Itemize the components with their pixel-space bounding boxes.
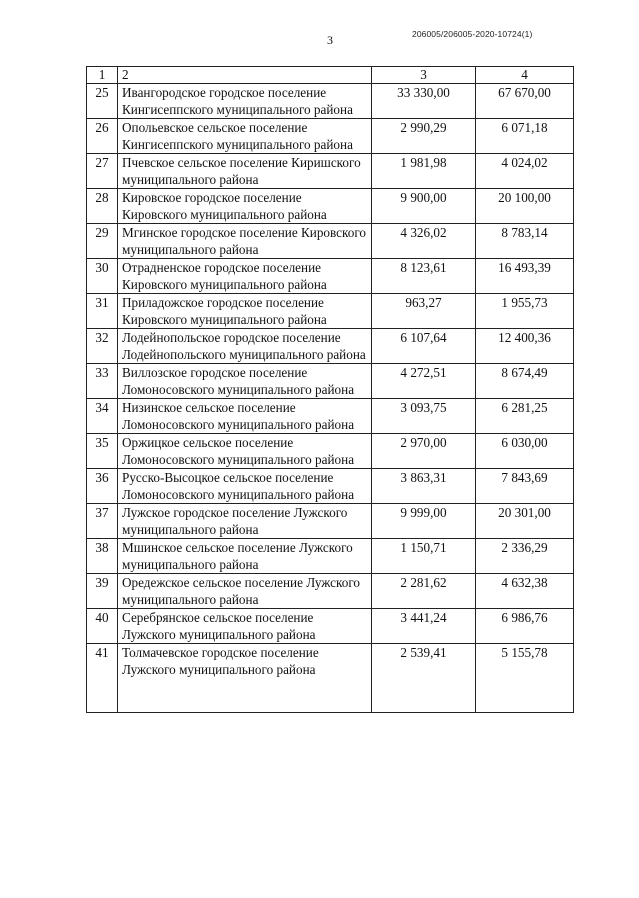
table-row xyxy=(87,154,574,189)
table-row xyxy=(87,329,574,364)
value-col4: 20 100,00 xyxy=(476,189,574,224)
row-number: 38 xyxy=(87,539,118,574)
value-col3: 6 107,64 xyxy=(372,329,476,364)
settlement-name: Оредежское сельское поселение Лужского муниципального района xyxy=(118,574,372,609)
value-col3: 2 970,00 xyxy=(372,434,476,469)
settlement-name: Приладожское городское поселение Кировского муниципального района xyxy=(118,294,372,329)
settlement-name: Виллозское городское поселение Ломоносовского муниципального района xyxy=(118,364,372,399)
settlement-name: Лужское городское поселение Лужского муниципального района xyxy=(118,504,372,539)
value-col3: 2 281,62 xyxy=(372,574,476,609)
row-number: 34 xyxy=(87,399,118,434)
table-row xyxy=(87,539,574,574)
value-col4: 6 030,00 xyxy=(476,434,574,469)
value-col4: 7 843,69 xyxy=(476,469,574,504)
value-col4: 67 670,00 xyxy=(476,84,574,119)
table-row xyxy=(87,574,574,609)
settlement-name: Кировское городское поселение Кировского муниципального района xyxy=(118,189,372,224)
value-col3: 3 441,24 xyxy=(372,609,476,644)
row-number: 26 xyxy=(87,119,118,154)
table-row xyxy=(87,84,574,119)
table-row xyxy=(87,504,574,539)
row-number: 28 xyxy=(87,189,118,224)
document-id: 206005/206005-2020-10724(1) xyxy=(412,29,533,39)
table-row xyxy=(87,644,574,713)
page-number: 3 xyxy=(327,33,333,47)
value-col4: 4 024,02 xyxy=(476,154,574,189)
value-col4: 5 155,78 xyxy=(476,644,574,713)
settlement-name: Серебрянское сельское поселение Лужского муниципального района xyxy=(118,609,372,644)
table-row xyxy=(87,294,574,329)
value-col3: 1 150,71 xyxy=(372,539,476,574)
row-number: 37 xyxy=(87,504,118,539)
row-number: 41 xyxy=(87,644,118,713)
row-number: 39 xyxy=(87,574,118,609)
table-row xyxy=(87,364,574,399)
table-header-row xyxy=(87,67,574,84)
row-number: 27 xyxy=(87,154,118,189)
settlement-name: Ивангородское городское поселение Кингисеппского муниципального района xyxy=(118,84,372,119)
settlement-name: Оржицкое сельское поселение Ломоносовского муниципального района xyxy=(118,434,372,469)
row-number: 30 xyxy=(87,259,118,294)
table-row xyxy=(87,609,574,644)
settlement-name: Мшинское сельское поселение Лужского муниципального района xyxy=(118,539,372,574)
column-header-4: 4 xyxy=(476,67,574,84)
value-col3: 9 999,00 xyxy=(372,504,476,539)
table-row xyxy=(87,189,574,224)
value-col3: 1 981,98 xyxy=(372,154,476,189)
settlement-name: Пчевское сельское поселение Киришского муниципального района xyxy=(118,154,372,189)
value-col3: 4 272,51 xyxy=(372,364,476,399)
value-col4: 1 955,73 xyxy=(476,294,574,329)
value-col4: 8 674,49 xyxy=(476,364,574,399)
value-col3: 3 863,31 xyxy=(372,469,476,504)
value-col4: 6 281,25 xyxy=(476,399,574,434)
settlement-name: Опольевское сельское поселение Кингисеппского муниципального района xyxy=(118,119,372,154)
table-row xyxy=(87,434,574,469)
value-col3: 8 123,61 xyxy=(372,259,476,294)
table-row xyxy=(87,119,574,154)
value-col3: 3 093,75 xyxy=(372,399,476,434)
row-number: 40 xyxy=(87,609,118,644)
value-col4: 16 493,39 xyxy=(476,259,574,294)
row-number: 29 xyxy=(87,224,118,259)
value-col4: 6 071,18 xyxy=(476,119,574,154)
value-col3: 963,27 xyxy=(372,294,476,329)
settlements-table xyxy=(86,66,574,713)
value-col3: 2 539,41 xyxy=(372,644,476,713)
table-row xyxy=(87,224,574,259)
value-col4: 20 301,00 xyxy=(476,504,574,539)
value-col3: 9 900,00 xyxy=(372,189,476,224)
value-col3: 2 990,29 xyxy=(372,119,476,154)
row-number: 25 xyxy=(87,84,118,119)
settlement-name: Толмачевское городское поселение Лужского муниципального района xyxy=(118,644,372,713)
row-number: 31 xyxy=(87,294,118,329)
table-row xyxy=(87,259,574,294)
table-row xyxy=(87,399,574,434)
settlement-name: Низинское сельское поселение Ломоносовского муниципального района xyxy=(118,399,372,434)
value-col4: 12 400,36 xyxy=(476,329,574,364)
row-number: 33 xyxy=(87,364,118,399)
settlement-name: Отрадненское городское поселение Кировского муниципального района xyxy=(118,259,372,294)
value-col3: 4 326,02 xyxy=(372,224,476,259)
settlement-name: Русско-Высоцкое сельское поселение Ломоносовского муниципального района xyxy=(118,469,372,504)
table-row xyxy=(87,469,574,504)
settlement-name: Лодейнопольское городское поселение Лодейнопольского муниципального района xyxy=(118,329,372,364)
value-col4: 2 336,29 xyxy=(476,539,574,574)
row-number: 32 xyxy=(87,329,118,364)
column-header-3: 3 xyxy=(372,67,476,84)
value-col4: 8 783,14 xyxy=(476,224,574,259)
row-number: 35 xyxy=(87,434,118,469)
row-number: 36 xyxy=(87,469,118,504)
value-col4: 4 632,38 xyxy=(476,574,574,609)
settlement-name: Мгинское городское поселение Кировского муниципального района xyxy=(118,224,372,259)
value-col3: 33 330,00 xyxy=(372,84,476,119)
column-header-2: 2 xyxy=(118,67,372,84)
value-col4: 6 986,76 xyxy=(476,609,574,644)
column-header-1: 1 xyxy=(87,67,118,84)
